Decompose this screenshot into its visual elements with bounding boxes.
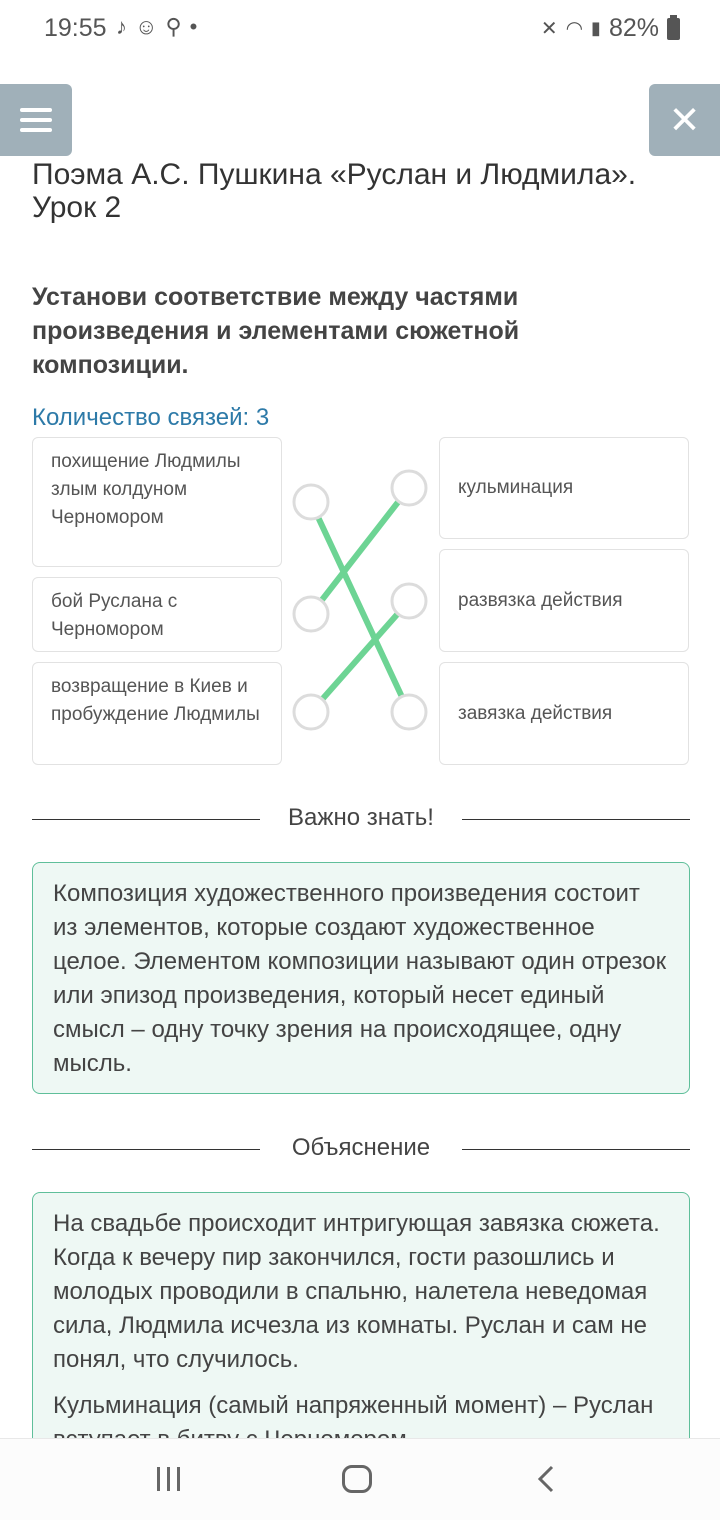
- mute-icon: ✕: [540, 18, 558, 40]
- explanation-paragraph: Кульминация (самый напряженный момент) – Руслан: [53, 1392, 654, 1419]
- right-item-2[interactable]: [439, 662, 689, 765]
- links-count: Количество связей: 3: [32, 404, 270, 431]
- dot-icon: •: [189, 14, 198, 39]
- back-icon: [540, 1467, 552, 1491]
- left-item-2[interactable]: [32, 662, 282, 765]
- right-anchor-0[interactable]: [392, 471, 426, 505]
- right-item-label: завязка действия: [458, 702, 613, 724]
- right-item-label: кульминация: [458, 477, 574, 498]
- status-time: 19:55: [44, 14, 107, 42]
- explanation-heading: Объяснение: [291, 1134, 431, 1161]
- status-system-icons: [541, 14, 680, 43]
- home-button[interactable]: [342, 1465, 372, 1493]
- right-anchor-1[interactable]: [392, 584, 426, 618]
- right-item-1[interactable]: [439, 549, 689, 652]
- menu-button[interactable]: [0, 84, 72, 156]
- recent-apps-button[interactable]: [157, 1467, 180, 1491]
- system-nav-bar: [0, 1438, 720, 1520]
- recent-apps-icon: [157, 1467, 160, 1491]
- search-icon: ⚲: [165, 14, 182, 39]
- status-notification-icons: [116, 14, 197, 40]
- left-item-1[interactable]: [32, 577, 282, 652]
- explanation-divider: [32, 1130, 690, 1170]
- wifi-icon: ◠: [565, 18, 584, 40]
- right-anchor-2[interactable]: [392, 695, 426, 729]
- battery-percent: 82%: [608, 14, 659, 42]
- important-box: [32, 862, 690, 1094]
- menu-icon: [20, 108, 52, 112]
- task-instruction: Установи соответствие между частями произведения и элементами сюжетной композиции.: [32, 283, 520, 379]
- important-divider: [32, 800, 690, 840]
- left-item-label: возвращение в Киев и пробуждение Людмилы: [51, 676, 260, 725]
- important-text: Композиция художественного произведения состоит из элементов, которые создают художественное целое. Элементом композиции называют один отрезок или эпизод произведения, который несет единый смысл – одну точку зрения на происходящее, одну мысль.: [53, 880, 667, 1077]
- page-title: Поэма А.С. Пушкина «Руслан и Людмила». Урок 2: [32, 158, 637, 224]
- explanation-paragraph: На свадьбе происходит интригующая завязка сюжета. Когда к вечеру пир закончился, гости разошлись и молодых проводили в спальню, налетела неведомая сила, Людмила исчезла из комнаты. Руслан и сам не понял, что случилось.: [53, 1210, 660, 1373]
- avatar-icon: ☺: [135, 14, 158, 39]
- close-button[interactable]: [649, 84, 720, 156]
- status-bar: [0, 0, 720, 56]
- left-item-0[interactable]: [32, 437, 282, 567]
- right-item-0[interactable]: [439, 437, 689, 539]
- close-icon: ✕: [668, 99, 701, 142]
- important-heading: Важно знать!: [288, 804, 434, 831]
- signal-icon: ▮: [591, 18, 601, 38]
- right-item-label: развязка действия: [458, 589, 623, 611]
- left-anchor-1[interactable]: [294, 597, 328, 631]
- left-item-label: бой Руслана с Черномором: [51, 591, 178, 640]
- back-button[interactable]: [532, 1463, 562, 1495]
- tiktok-icon: ♪: [116, 14, 127, 39]
- left-anchor-2[interactable]: [294, 695, 328, 729]
- battery-icon: [667, 18, 680, 40]
- explanation-box: [32, 1192, 690, 1452]
- connection-area[interactable]: [282, 436, 439, 766]
- left-anchor-0[interactable]: [294, 485, 328, 519]
- left-item-label: похищение Людмилы злым колдуном Черномором: [51, 451, 241, 528]
